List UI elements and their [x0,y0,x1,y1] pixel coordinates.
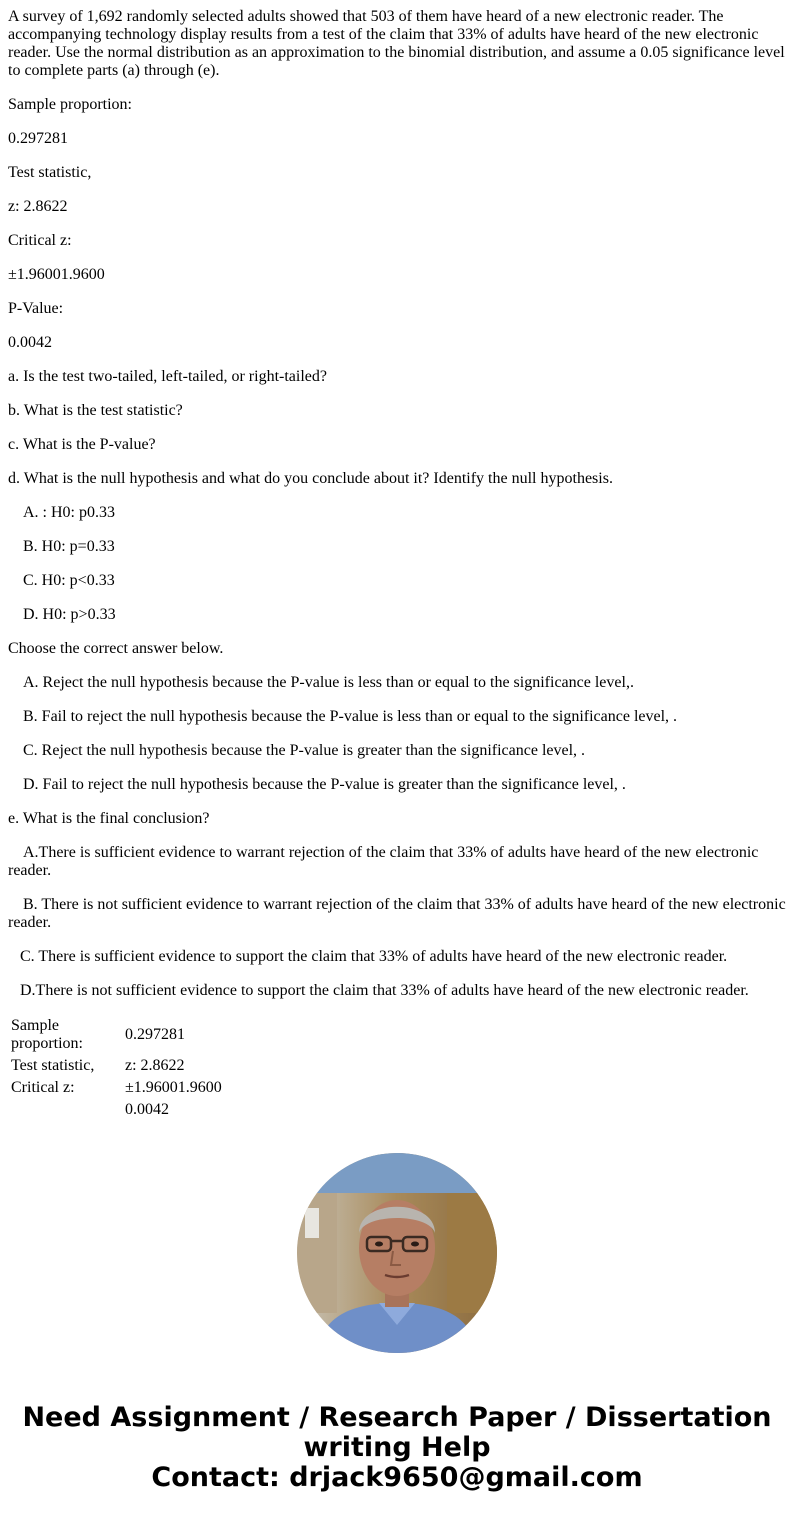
display-label: Critical z: [8,232,72,249]
null-option: B. H0: p=0.33 [23,538,115,555]
table-label: Sample proportion: [11,1017,83,1052]
avatar [297,1153,497,1353]
table-row [10,1100,223,1120]
conclusion-option: A. Reject the null hypothesis because the P-value is less than or equal to the significance level,. [23,674,634,691]
question-a: a. Is the test two-tailed, left-tailed, or right-tailed? [8,368,327,385]
null-option: D. H0: p>0.33 [23,606,116,623]
contact-footer [0,1403,794,1493]
table-label: Critical z: [11,1079,75,1096]
person-portrait-icon [297,1153,497,1353]
table-value: ±1.96001.9600 [125,1079,222,1096]
footer-line: Need Assignment / Research Paper / Dissertation [22,1402,772,1433]
question-c: c. What is the P-value? [8,436,156,453]
footer-contact: Contact: drjack9650@gmail.com [151,1462,643,1493]
document-body [8,8,786,1122]
table-value: z: 2.8622 [125,1057,185,1074]
question-d: d. What is the null hypothesis and what do you conclude about it? Identify the null hypothesis. [8,470,613,487]
table-row [10,1078,223,1098]
choose-prompt: Choose the correct answer below. [8,640,224,657]
question-e: e. What is the final conclusion? [8,810,210,827]
display-label: Test statistic, [8,164,92,181]
table-label [10,1100,122,1120]
final-option: C. There is sufficient evidence to support the claim that 33% of adults have heard of the new electronic reader. [20,948,728,965]
null-option: A. : H0: p0.33 [23,504,115,521]
question-b: b. What is the test statistic? [8,402,183,419]
display-value: 0.297281 [8,130,68,147]
null-option: C. H0: p<0.33 [23,572,115,589]
final-option: A.There is sufficient evidence to warrant rejection of the claim that 33% of adults have heard of the new electronic reader. [8,844,759,879]
display-label: P-Value: [8,300,64,317]
display-value: z: 2.8622 [8,198,68,215]
table-label: Test statistic, [11,1057,95,1074]
final-option: D.There is not sufficient evidence to support the claim that 33% of adults have heard of the new electronic reader. [20,982,749,999]
conclusion-option: C. Reject the null hypothesis because the P-value is greater than the significance level, . [23,742,586,759]
table-row [10,1056,223,1076]
table-value: 0.0042 [125,1101,169,1118]
display-value: ±1.96001.9600 [8,266,105,283]
final-option: B. There is not sufficient evidence to warrant rejection of the claim that 33% of adults have heard of the new electronic reader. [8,896,786,931]
footer-line: writing Help [303,1432,491,1463]
conclusion-option: B. Fail to reject the null hypothesis because the P-value is less than or equal to the significance level, . [23,708,678,725]
display-label: Sample proportion: [8,96,132,113]
summary-table [8,1014,225,1122]
table-row [10,1016,223,1054]
display-value: 0.0042 [8,334,52,351]
problem-intro: A survey of 1,692 randomly selected adults showed that 503 of them have heard of a new electronic reader. The accompanying technology display results from a test of the claim that 33% of adults have heard of the new electronic reader. Use the normal distribution as an approximation to the binomial distribution, and assume a 0.05 significance level to complete parts (a) through (e). [8,8,785,79]
table-value: 0.297281 [125,1026,185,1043]
conclusion-option: D. Fail to reject the null hypothesis because the P-value is greater than the significance level, . [23,776,626,793]
